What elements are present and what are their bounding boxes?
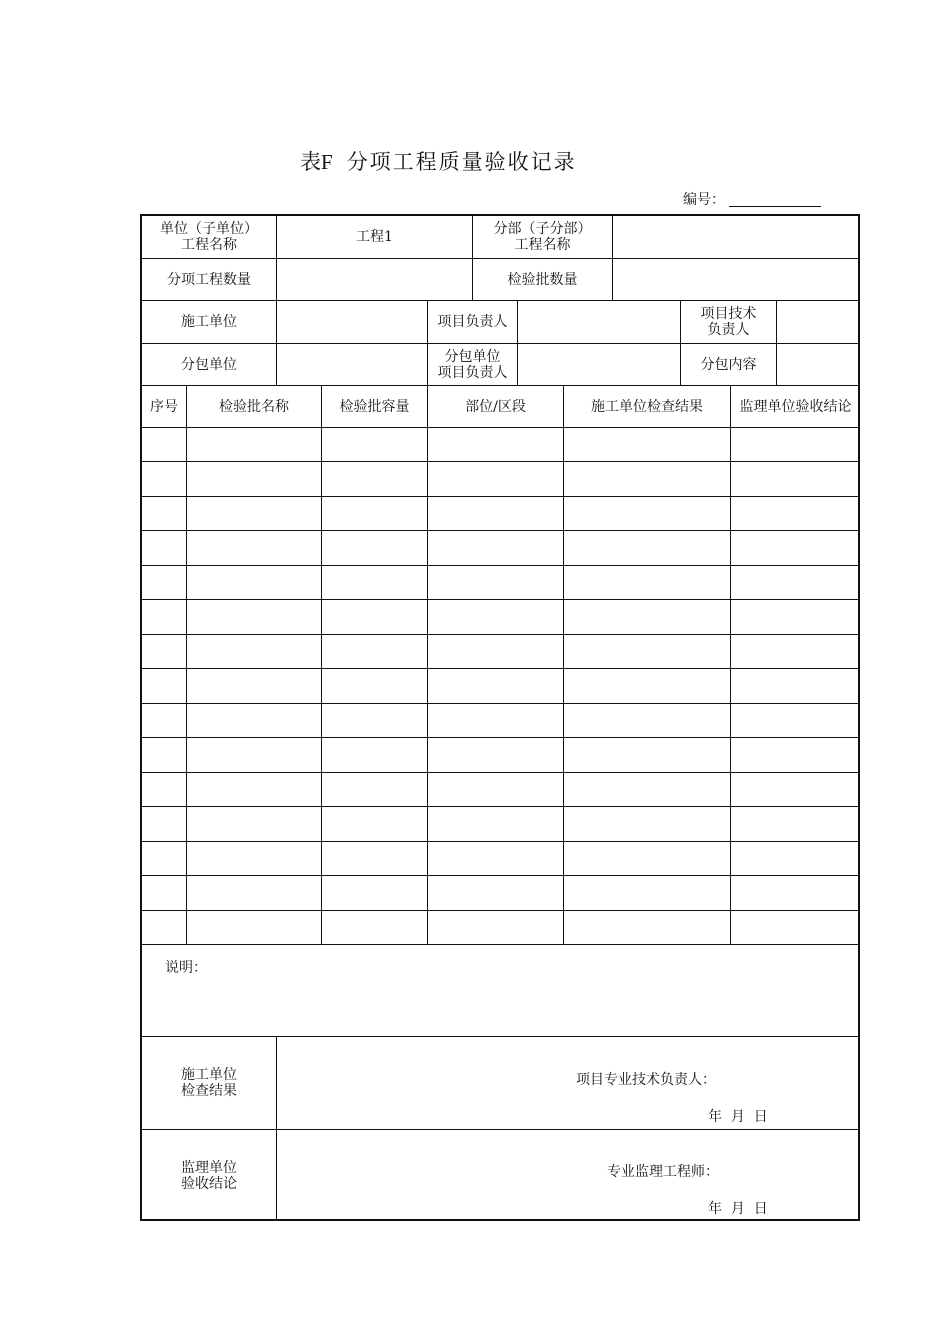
- contractor-value[interactable]: [277, 301, 427, 343]
- doc-number-label: 编号：: [683, 192, 725, 208]
- contractor-date-label: 年 月 日: [708, 1109, 768, 1125]
- col-header-index: 序号: [150, 398, 178, 415]
- form-title: 分项工程质量验收记录: [346, 150, 577, 174]
- table-row[interactable]: [142, 669, 860, 703]
- subcontractor-label: 分包单位: [181, 356, 237, 373]
- contractor-label: 施工单位: [181, 314, 237, 330]
- table-row[interactable]: [142, 428, 860, 461]
- table-row[interactable]: [142, 462, 860, 496]
- contractor-result-label: 施工单位 检查结果: [181, 1067, 237, 1099]
- supervisor-signer-label: 专业监理工程师：: [607, 1164, 719, 1180]
- table-row[interactable]: [142, 566, 860, 599]
- page-title: [300, 146, 577, 176]
- col-header-batch-capacity: 检验批容量: [339, 398, 410, 415]
- col-header-location: 部位/区段: [465, 398, 526, 415]
- sub-manager-label: 分包单位 项目负责人: [437, 348, 508, 381]
- project-manager-label: 项目负责人: [437, 314, 508, 330]
- sub-content-value[interactable]: [777, 344, 860, 385]
- table-row[interactable]: [142, 600, 860, 634]
- table-row[interactable]: [142, 531, 860, 565]
- batch-count-label: 检验批数量: [507, 271, 578, 288]
- tech-manager-label: 项目技术 负责人: [700, 306, 757, 338]
- tech-manager-value[interactable]: [777, 301, 860, 343]
- contractor-signer-label: 项目专业技术负责人：: [576, 1072, 716, 1088]
- table-row[interactable]: [142, 911, 860, 944]
- batch-count-value[interactable]: [613, 259, 860, 300]
- remarks-label: 说明：: [165, 960, 207, 976]
- table-row[interactable]: [142, 738, 860, 772]
- sub-item-count-label: 分项工程数量: [167, 271, 251, 288]
- col-header-supervisor-conclusion: 监理单位验收结论: [739, 398, 852, 415]
- sub-manager-value[interactable]: [518, 344, 680, 385]
- record-sheet: [140, 214, 860, 1221]
- table-row[interactable]: [142, 635, 860, 668]
- table-row[interactable]: [142, 497, 860, 530]
- sub-content-label: 分包内容: [700, 356, 757, 373]
- table-row[interactable]: [142, 876, 860, 910]
- sub-item-count-value[interactable]: [277, 259, 472, 300]
- col-header-contractor-result: 施工单位检查结果: [591, 398, 703, 415]
- supervisor-date-label: 年 月 日: [708, 1201, 768, 1217]
- subcontractor-value[interactable]: [277, 344, 427, 385]
- doc-number-field[interactable]: [729, 206, 821, 207]
- table-row[interactable]: [142, 773, 860, 806]
- unit-name-value[interactable]: 工程1: [356, 229, 393, 245]
- supervisor-conclusion-label: 监理单位 验收结论: [181, 1159, 237, 1192]
- form-code: 表F: [300, 150, 333, 174]
- project-manager-value[interactable]: [518, 301, 680, 343]
- division-name-label: 分部（子分部） 工程名称: [493, 221, 592, 253]
- table-row[interactable]: [142, 807, 860, 841]
- col-header-batch-name: 检验批名称: [219, 398, 289, 415]
- table-row[interactable]: [142, 842, 860, 875]
- unit-name-label: 单位（子单位） 工程名称: [160, 221, 258, 253]
- remarks-field[interactable]: [142, 976, 860, 1036]
- table-row[interactable]: [142, 704, 860, 737]
- division-name-value[interactable]: [613, 216, 860, 258]
